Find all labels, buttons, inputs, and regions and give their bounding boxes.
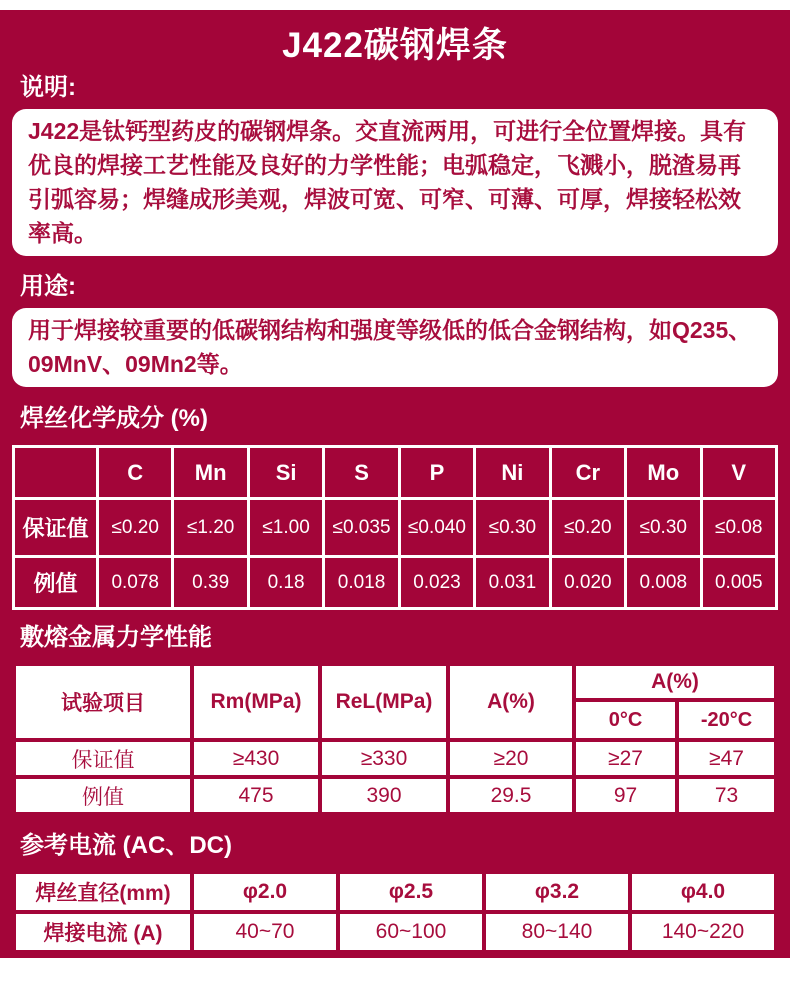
mech-sub-header: -20°C: [677, 700, 776, 740]
mech-value: ≥330: [320, 740, 448, 777]
chem-table: [12, 445, 778, 610]
description-text: J422是钛钙型药皮的碳钢焊条。交直流两用，可进行全位置焊接。具有优良的焊接工艺性能及良好的力学性能；电弧稳定，飞溅小，脱渣易再引弧容易；焊缝成形美观，焊波可宽、可窄、可薄、可厚，焊接轻松效率高。: [28, 118, 747, 246]
chem-col-header: S: [324, 447, 399, 499]
mech-value: 97: [574, 777, 677, 814]
footer-note: 注：一切产品以实物为准: [20, 967, 186, 984]
diameter-value: φ4.0: [630, 872, 776, 912]
mech-sub-header: 0°C: [574, 700, 677, 740]
chem-value: 0.39: [173, 557, 248, 609]
chem-value: ≤0.20: [550, 499, 625, 557]
current-value: 80~140: [484, 912, 630, 952]
mech-header-row: [14, 664, 776, 700]
chem-value: 0.18: [248, 557, 323, 609]
chem-row-label: 保证值: [14, 499, 98, 557]
chem-value: ≤1.20: [173, 499, 248, 557]
diameter-value: φ3.2: [484, 872, 630, 912]
chem-corner-cell: [14, 447, 98, 499]
mech-col-item: 试验项目: [14, 664, 192, 740]
mech-value: ≥430: [192, 740, 320, 777]
chem-heading: 焊丝化学成分 (%): [20, 405, 208, 432]
mech-heading: 敷熔金属力学性能: [20, 624, 212, 651]
current-value-row: [14, 912, 776, 952]
mech-guaranteed-row: [14, 740, 776, 777]
chem-value: 0.018: [324, 557, 399, 609]
chem-col-header: C: [98, 447, 173, 499]
description-box: [12, 109, 778, 256]
chem-value: 0.078: [98, 557, 173, 609]
page-title: J422碳钢焊条: [282, 26, 508, 65]
chem-col-header: V: [701, 447, 777, 499]
chem-value: 0.005: [701, 557, 777, 609]
chem-col-header: Mo: [626, 447, 701, 499]
diameter-value: φ2.0: [192, 872, 338, 912]
diameter-value: φ2.5: [338, 872, 484, 912]
mech-value: 475: [192, 777, 320, 814]
mech-col-header: A(%): [448, 664, 574, 740]
chem-value: 0.023: [399, 557, 474, 609]
chem-value: ≤0.040: [399, 499, 474, 557]
mech-row-label: 保证值: [14, 740, 192, 777]
chem-value: ≤1.00: [248, 499, 323, 557]
chem-col-header: Ni: [475, 447, 550, 499]
current-heading: 参考电流 (AC、DC): [20, 832, 232, 859]
usage-box: [12, 308, 778, 387]
chem-value: ≤0.035: [324, 499, 399, 557]
mech-value: ≥27: [574, 740, 677, 777]
current-row-label: 焊丝直径(mm): [14, 872, 192, 912]
current-value: 40~70: [192, 912, 338, 952]
current-row-label: 焊接电流 (A): [14, 912, 192, 952]
diameter-row: [14, 872, 776, 912]
chem-value: 0.031: [475, 557, 550, 609]
usage-text: 用于焊接较重要的低碳钢结构和强度等级低的低合金钢结构，如Q235、09MnV、09Mn2等。: [28, 317, 752, 377]
chem-row-label: 例值: [14, 557, 98, 609]
chem-guaranteed-row: [14, 499, 777, 557]
chem-value: ≤0.20: [98, 499, 173, 557]
mech-col-header: Rm(MPa): [192, 664, 320, 740]
spec-sheet-panel: [0, 10, 790, 984]
chem-value: ≤0.30: [626, 499, 701, 557]
mech-example-row: [14, 777, 776, 814]
mech-value: ≥47: [677, 740, 776, 777]
chem-value: ≤0.30: [475, 499, 550, 557]
chem-value: ≤0.08: [701, 499, 777, 557]
mech-value: 29.5: [448, 777, 574, 814]
usage-label: 用途:: [20, 273, 76, 300]
mech-group-header: A(%): [574, 664, 776, 700]
chem-col-header: Mn: [173, 447, 248, 499]
mech-col-header: ReL(MPa): [320, 664, 448, 740]
chem-col-header: Cr: [550, 447, 625, 499]
mech-table: [12, 662, 778, 816]
current-value: 60~100: [338, 912, 484, 952]
chem-example-row: [14, 557, 777, 609]
description-label: 说明:: [20, 74, 76, 101]
chem-header-row: [14, 447, 777, 499]
chem-col-header: Si: [248, 447, 323, 499]
mech-row-label: 例值: [14, 777, 192, 814]
chem-col-header: P: [399, 447, 474, 499]
chem-value: 0.020: [550, 557, 625, 609]
current-table: [12, 870, 778, 954]
mech-value: 390: [320, 777, 448, 814]
current-value: 140~220: [630, 912, 776, 952]
chem-value: 0.008: [626, 557, 701, 609]
mech-value: ≥20: [448, 740, 574, 777]
mech-value: 73: [677, 777, 776, 814]
